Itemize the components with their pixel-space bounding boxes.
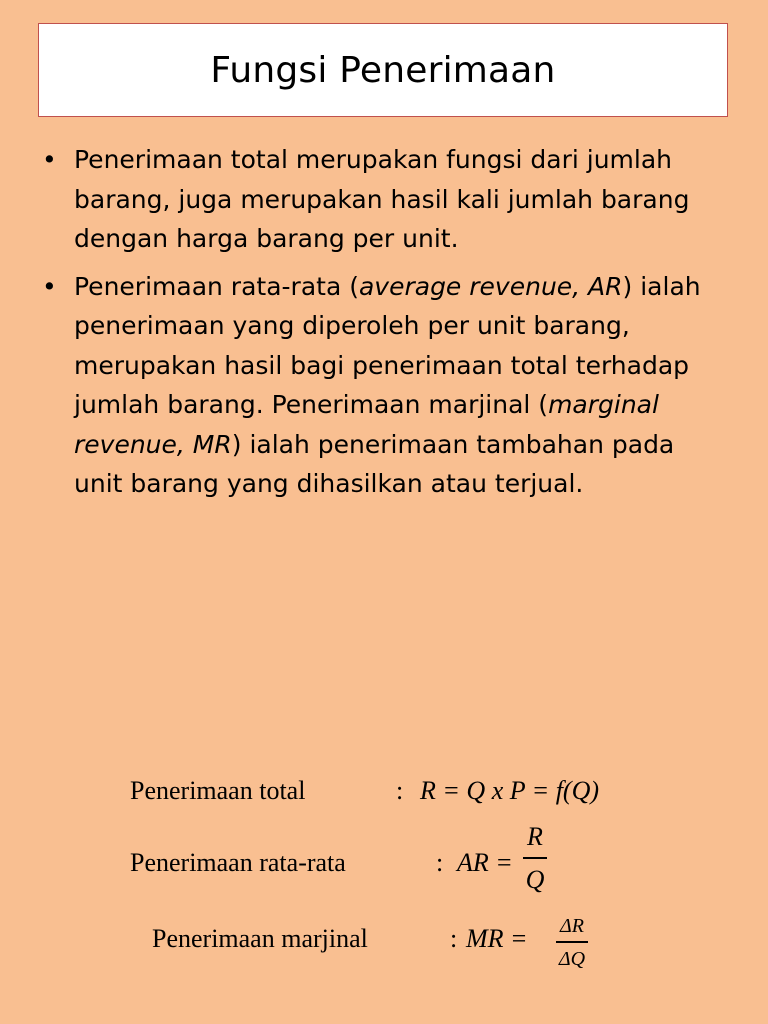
bullet-line	[74, 140, 730, 180]
bullet-line	[74, 306, 730, 346]
formula-marginal-colon: :	[450, 924, 458, 953]
italic-term: marginal	[548, 390, 659, 419]
bullet-dot-icon: •	[42, 271, 57, 301]
slide-title: Fungsi Penerimaan	[210, 49, 556, 91]
bullet-line	[74, 180, 730, 220]
bullet-text: penerimaan yang diperoleh per unit barang,	[74, 311, 630, 340]
formula-average-label: Penerimaan rata-rata	[130, 848, 346, 877]
bullet-line	[74, 425, 730, 465]
bullet-dot-icon: •	[42, 145, 57, 174]
formula-marginal-lhs: MR =	[466, 924, 528, 953]
bullet-text: unit barang yang dihasilkan atau terjual.	[74, 469, 584, 498]
formula-average-denominator: Q	[525, 864, 545, 894]
bullet-list	[40, 140, 730, 512]
formula-average-lhs: AR =	[457, 848, 513, 877]
bullet-line	[74, 464, 730, 504]
formula-average-numerator: R	[527, 822, 543, 851]
formula-marginal-numerator: ΔR	[560, 915, 584, 937]
bullet-text: merupakan hasil bagi penerimaan total terhadap	[74, 350, 690, 380]
bullet-line	[74, 219, 730, 259]
fraction-bar	[523, 857, 547, 859]
italic-term: revenue, MR	[74, 429, 232, 459]
bullet-text: barang, juga merupakan hasil kali jumlah barang	[74, 184, 690, 214]
bullet-text: ) ialah penerimaan tambahan pada	[231, 429, 675, 459]
formula-total-label: Penerimaan total	[130, 776, 306, 805]
fraction-bar	[556, 941, 588, 943]
formula-total-expression: R = Q x P = f(Q)	[420, 776, 600, 805]
bullet-text: jumlah barang. Penerimaan marjinal (	[74, 390, 549, 419]
formula-average-fraction	[523, 824, 547, 893]
formula-total-colon: :	[396, 776, 404, 805]
bullet-item	[40, 267, 730, 504]
italic-term: average revenue, AR	[358, 271, 623, 301]
bullet-text: ) ialah	[622, 271, 701, 301]
formula-marginal-fraction	[556, 916, 588, 969]
title-box	[38, 23, 728, 117]
formula-marginal-denominator: ΔQ	[558, 947, 586, 970]
bullet-item	[40, 140, 730, 259]
bullet-line	[74, 267, 730, 307]
bullet-text: Penerimaan rata-rata (	[74, 271, 359, 301]
formula-average-colon: :	[436, 848, 444, 877]
bullet-text: Penerimaan total merupakan fungsi dari jumlah	[74, 145, 672, 174]
formula-marginal-label: Penerimaan marjinal	[152, 924, 368, 953]
bullet-line	[74, 346, 730, 386]
bullet-line	[74, 385, 730, 425]
bullet-text: dengan harga barang per unit.	[74, 224, 459, 253]
